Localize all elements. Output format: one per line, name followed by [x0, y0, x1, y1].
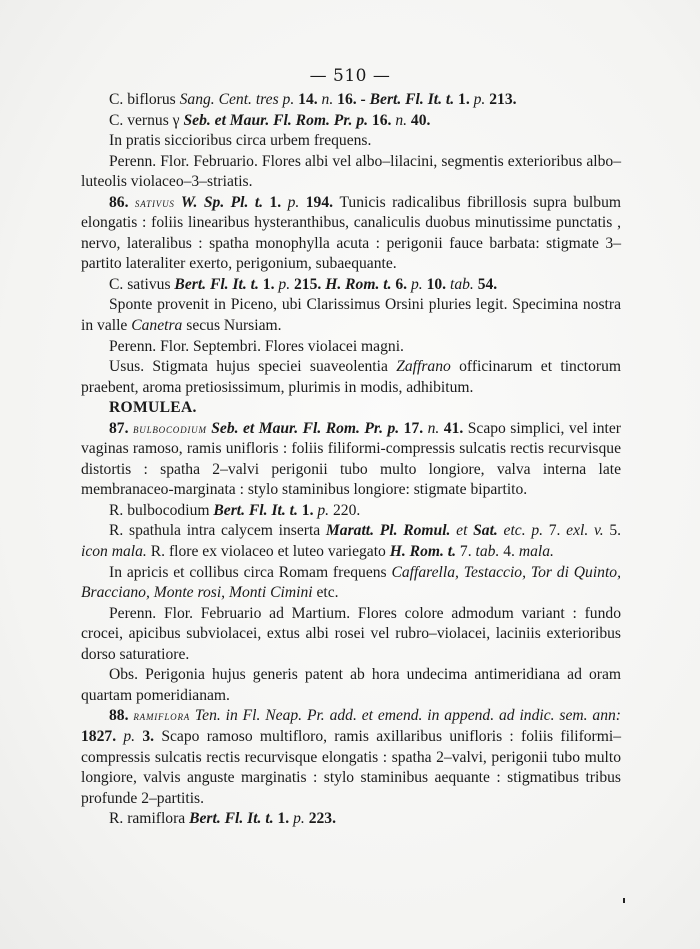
- text-segment: 1.: [273, 810, 294, 828]
- text-segment: 86.: [109, 193, 135, 211]
- habitat-note-romulea: [81, 563, 621, 604]
- text-segment: etc. p.: [497, 522, 544, 540]
- text-segment: n.: [427, 419, 440, 437]
- text-segment: ROMULEA.: [109, 399, 197, 417]
- text-segment: C. sativus: [109, 275, 175, 293]
- text-segment: Bert. Fl. It. t.: [213, 501, 298, 519]
- text-segment: Perenn. Flor. Februario ad Martium. Flores colore admodum variant : fundo crocei, apicibus subviolacei, extus albi rosei vel rubro–violacei, laciniis exterioribus dorso saturatiore.: [81, 604, 621, 663]
- text-segment: In apricis et collibus circa Romam frequens: [109, 563, 392, 581]
- text-segment: p.: [473, 91, 486, 108]
- text-segment: 7.: [456, 543, 476, 561]
- text-segment: C. biflorus: [109, 91, 180, 108]
- text-segment: W. Sp. Pl. t.: [174, 193, 264, 211]
- text-segment: tab.: [449, 275, 474, 293]
- text-segment: p.: [123, 727, 136, 745]
- flowering-note-sativus: [81, 337, 621, 358]
- text-segment: Maratt. Pl. Romul.: [325, 522, 451, 540]
- text-segment: tab.: [475, 543, 500, 561]
- text-segment: p.: [278, 275, 291, 293]
- text-segment: H. Rom. t.: [325, 275, 392, 293]
- habitat-note-sativus: [81, 295, 621, 336]
- text-segment: Caffarella, Testaccio, Tor di Quinto, Bracciano, Monte rosi, Monti Cimini: [81, 563, 621, 602]
- text-segment: icon mala.: [81, 543, 147, 561]
- text-segment: 1.: [297, 501, 318, 519]
- text-segment: 10.: [422, 275, 450, 293]
- text-segment: Ten. in Fl. Neap. Pr. add. et emend. in append. ad indic. sem. ann:: [190, 707, 621, 725]
- text-segment: 40.: [407, 111, 431, 129]
- genus-heading-romulea: [81, 398, 621, 419]
- text-segment: exl. v.: [566, 522, 604, 540]
- species-87-bulbocodium: [81, 419, 621, 501]
- synonym-r-spathula: [81, 521, 621, 562]
- text-segment: Seb. et Maur. Fl. Rom. Pr. p.: [206, 419, 400, 437]
- synonym-c-sativus: [81, 275, 621, 296]
- text-segment: et: [450, 522, 474, 540]
- text-segment: 41.: [439, 419, 468, 437]
- observation-note: [81, 665, 621, 706]
- text-segment: ramiflora: [133, 708, 191, 724]
- text-segment: Usus. Stigmata hujus speciei suaveolentia: [109, 358, 397, 376]
- text-segment: Canetra: [131, 317, 183, 335]
- text-segment: R. bulbocodium: [109, 501, 214, 519]
- text-segment: 88.: [109, 707, 134, 725]
- text-segment: p.: [317, 501, 330, 519]
- text-segment: 4.: [499, 543, 519, 561]
- text-segment: Tunicis radicalibus fibrillosis supra bulbum elongatis : foliis linearibus hysteranthibus, canaliculis duobus minutissime punctatis , nervo, lateralibus : spatha monophylla acuta : perigonii fauce barbata: stigmate 3–partito lateraliter exerto, perigonium, subaequante.: [81, 193, 621, 273]
- text-segment: R. spathula intra calycem inserta: [109, 522, 326, 540]
- usage-note: [81, 357, 621, 398]
- text-segment: Perenn. Flor. Septembri. Flores violacei magni.: [109, 337, 404, 355]
- text-segment: bulbocodium: [132, 420, 207, 436]
- synonym-c-vernus: [81, 111, 621, 132]
- text-segment: Zaffrano: [396, 358, 451, 376]
- text-segment: 7.: [543, 522, 567, 540]
- text-segment: p.: [293, 810, 305, 828]
- text-segment: 213.: [485, 91, 517, 108]
- text-segment: Scapo ramoso multifloro, ramis axillaribus unifloris : foliis filiformi–compressis sulcatis rectis recurvisque elongatis : spatha 2–valvi, perigonii tubo multo longiore, valvis anguste marginatis : stylo staminibus aequante : stigmatibus tribus profunde 2–partitis.: [81, 727, 622, 807]
- text-segment: In pratis siccioribus circa urbem frequens.: [109, 132, 372, 150]
- text-segment: Perenn. Flor. Februario. Flores albi vel albo–lilacini, segmentis exterioribus albo–luteolis violaceo–3–striatis.: [81, 152, 621, 191]
- text-segment: p.: [287, 193, 300, 211]
- text-segment: Bert. Fl. It. t.: [369, 91, 455, 108]
- text-segment: 223.: [304, 810, 336, 828]
- text-segment: n.: [395, 111, 408, 129]
- text-segment: 1.: [454, 91, 474, 108]
- text-segment: 14.: [294, 91, 322, 108]
- flowering-note-romulea: [81, 604, 621, 666]
- text-segment: Obs. Perigonia hujus generis patent ab hora undecima antimeridiana ad oram quartam pomeridianam.: [81, 666, 621, 704]
- page-number: — 510 —: [309, 66, 391, 86]
- text-segment: 1.: [258, 275, 279, 293]
- text-segment: 16.: [368, 111, 396, 129]
- text-segment: 1.: [263, 193, 288, 211]
- text-segment: 1827.: [81, 727, 124, 745]
- text-segment: R. flore ex violaceo et luteo variegato: [146, 543, 390, 561]
- text-segment: 220.: [329, 501, 361, 519]
- text-segment: 17.: [399, 419, 428, 437]
- text-segment: Scapo simplici, vel inter vaginas ramoso, ramis unifloris : foliis filiformi-compressis sulcatis rectis recurvisque distortis : spatha 2–valvi perigonii tubo multo longiore, valva interna late membranaceo-marginata : stylo staminibus longiore: stigmate bipartito.: [81, 419, 622, 499]
- flowering-note: [81, 152, 621, 193]
- text-segment: 54.: [473, 275, 498, 293]
- text-segment: 3.: [135, 727, 162, 745]
- text-segment: 215.: [290, 275, 326, 293]
- text-segment: Bert. Fl. It. t.: [189, 810, 274, 828]
- text-segment: Sat.: [473, 522, 498, 540]
- text-segment: Sang. Cent. tres p.: [179, 91, 295, 108]
- text-segment: p.: [410, 275, 423, 293]
- text-segment: C. vernus γ: [109, 111, 184, 129]
- ink-speck: [623, 898, 625, 903]
- text-segment: 5.: [603, 522, 622, 540]
- synonym-r-ramiflora: [81, 809, 621, 830]
- text-segment: Seb. et Maur. Fl. Rom. Pr. p.: [183, 111, 369, 129]
- text-segment: H. Rom. t.: [389, 543, 457, 561]
- text-segment: Sponte provenit in Piceno, ubi Clarissimus Orsini pluries legit. Specimina nostra in valle: [81, 296, 621, 335]
- text-segment: Bert. Fl. It. t.: [174, 275, 259, 293]
- synonym-c-biflorus: [81, 90, 621, 111]
- habitat-note: [81, 131, 621, 152]
- synonym-r-bulbocodium: [81, 501, 621, 522]
- text-segment: R. ramiflora: [109, 810, 190, 828]
- species-88-ramiflora: [81, 706, 621, 809]
- text-segment: secus Nursiam.: [182, 317, 282, 335]
- body-text: [81, 90, 621, 830]
- text-segment: 194.: [299, 193, 340, 211]
- text-segment: 6.: [391, 275, 411, 293]
- text-segment: mala.: [518, 543, 554, 561]
- text-segment: sativus: [134, 194, 175, 210]
- text-segment: 87.: [109, 419, 133, 437]
- text-segment: 16. -: [333, 91, 370, 108]
- text-segment: n.: [321, 91, 334, 108]
- text-segment: etc.: [312, 584, 339, 602]
- text-segment: officinarum et tinctorum praebent, aroma pretiosissimum, plurimis in modis, adhibitum.: [81, 358, 621, 396]
- species-86-sativus: [81, 193, 621, 275]
